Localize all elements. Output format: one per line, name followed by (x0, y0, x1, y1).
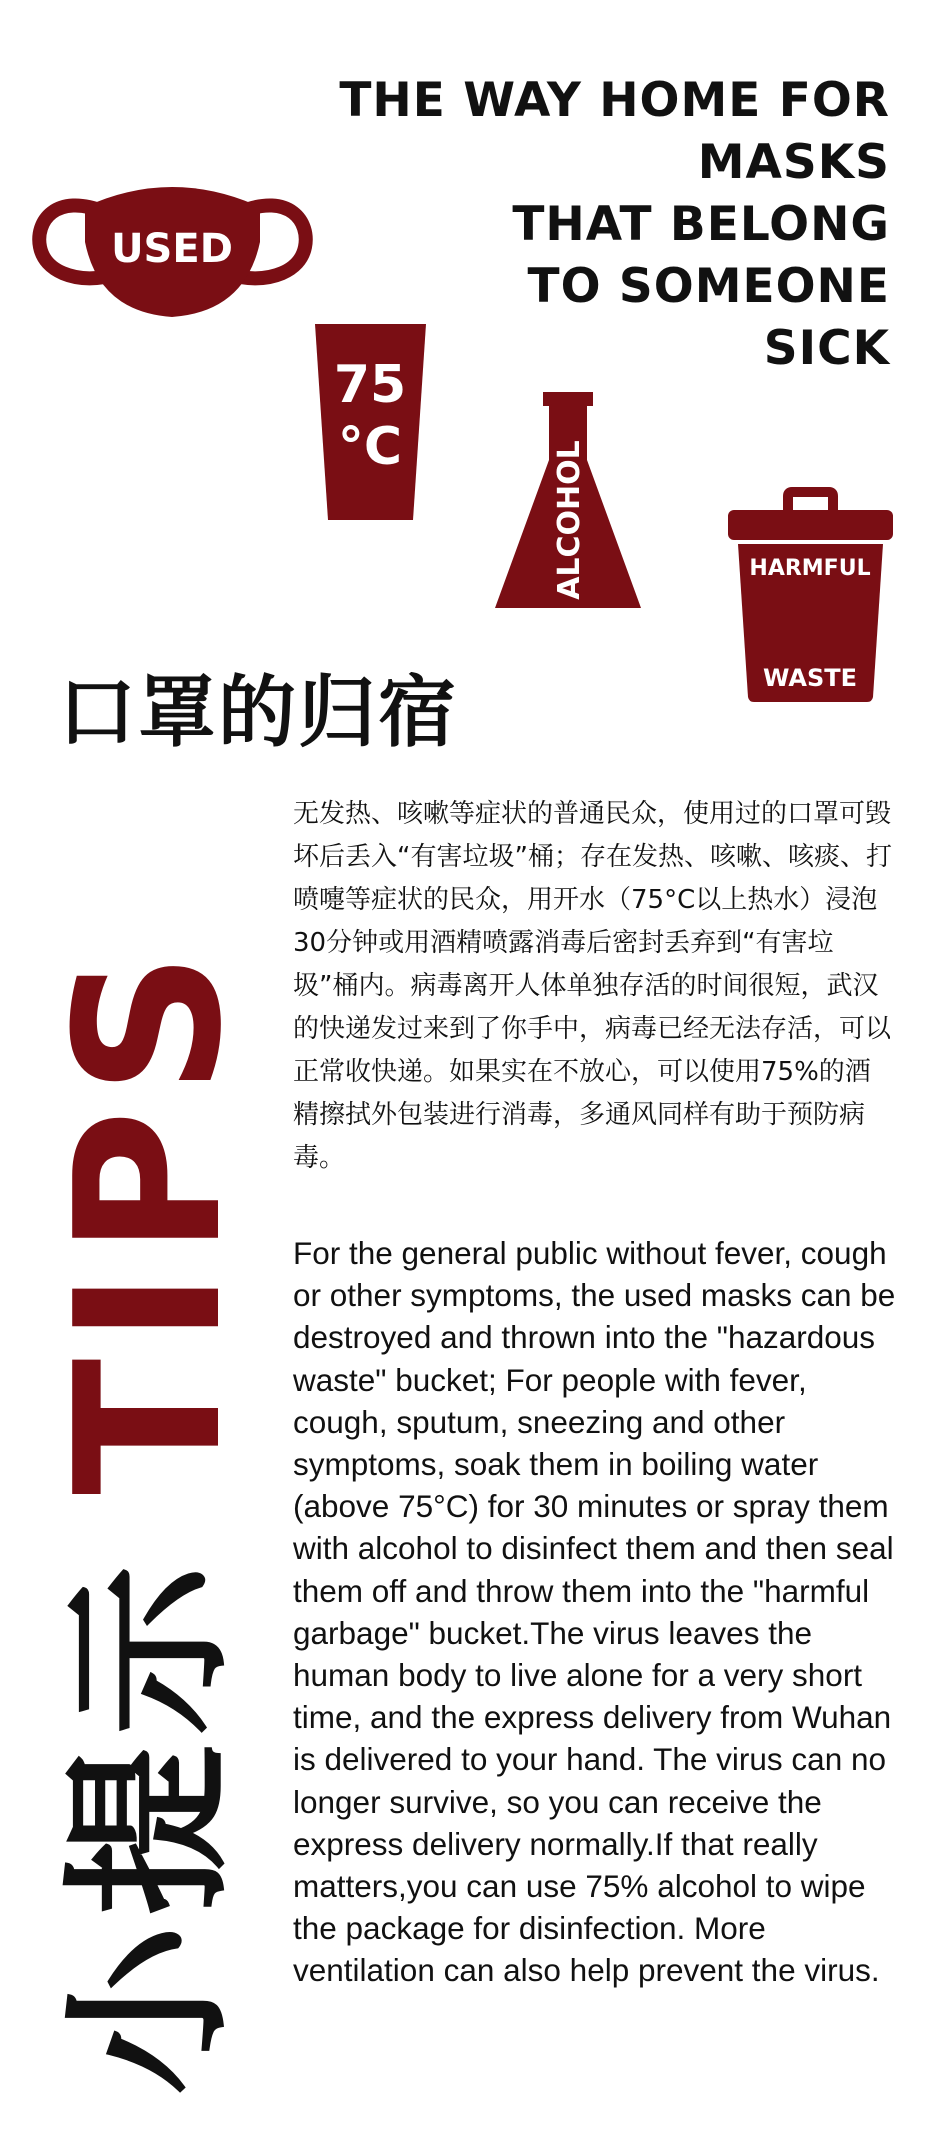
mask-label: USED (111, 226, 233, 272)
tips-label-en: TIPS (33, 937, 266, 1495)
cup-temp-value: 75 (333, 355, 407, 415)
bin-label-top: HARMFUL (749, 556, 871, 581)
title-line: THAT BELONG (512, 197, 890, 252)
flask-label: ALCOHOL (552, 440, 587, 600)
english-paragraph: For the general public without fever, cough or other symptoms, the used masks can be destroyed and thrown into the "hazardous waste" bucket; For people with fever, cough, sputum, sneezing and other symptoms, soak them in boiling water (above 75°C) for 30 minutes or spray them with alcohol to disinfect them and then seal them off and throw them into the "harmful garbage" bucket.The virus leaves the human body to live alone for a very short time, and the express delivery from Wuhan is delivered to your hand. The virus can no longer survive, so you can receive the express delivery normally.If that really matters,you can use 75% alcohol to wipe the package for disinfection. More ventilation can also help prevent the virus. (293, 1235, 896, 1989)
title-line: TO SOMEONE (527, 259, 890, 314)
title-line: THE WAY HOME FOR (339, 73, 890, 128)
title-line: SICK (763, 321, 890, 376)
title-line: MASKS (697, 135, 890, 190)
flask-icon (493, 390, 643, 610)
cup-icon (313, 322, 428, 522)
chinese-paragraph: 无发热、咳嗽等症状的普通民众，使用过的口罩可毁坏后丢入“有害垃圾”桶；存在发热、咳嗽、咳痰、打喷嚏等症状的民众，用开水（75°C以上热水）浸泡30分钟或用酒精喷露消毒后密封丢弃到“有害垃圾”桶内。病毒离开人体单独存活的时间很短，武汉的快递发过来到了你手中，病毒已经无法存活，可以正常收快递。如果实在不放心，可以使用75%的酒精擦拭外包装进行消毒，多通风同样有助于预防病毒。 (293, 799, 892, 1173)
trash-bin-icon (728, 492, 893, 704)
vertical-tips-banner (33, 795, 266, 2115)
section-heading: 口罩的归宿 (58, 668, 459, 758)
tips-label-cn: 小提示 (51, 1554, 249, 2095)
cup-temp-unit: °C (337, 417, 403, 477)
bin-label-bottom: WASTE (762, 664, 858, 692)
mask-icon (35, 172, 310, 322)
